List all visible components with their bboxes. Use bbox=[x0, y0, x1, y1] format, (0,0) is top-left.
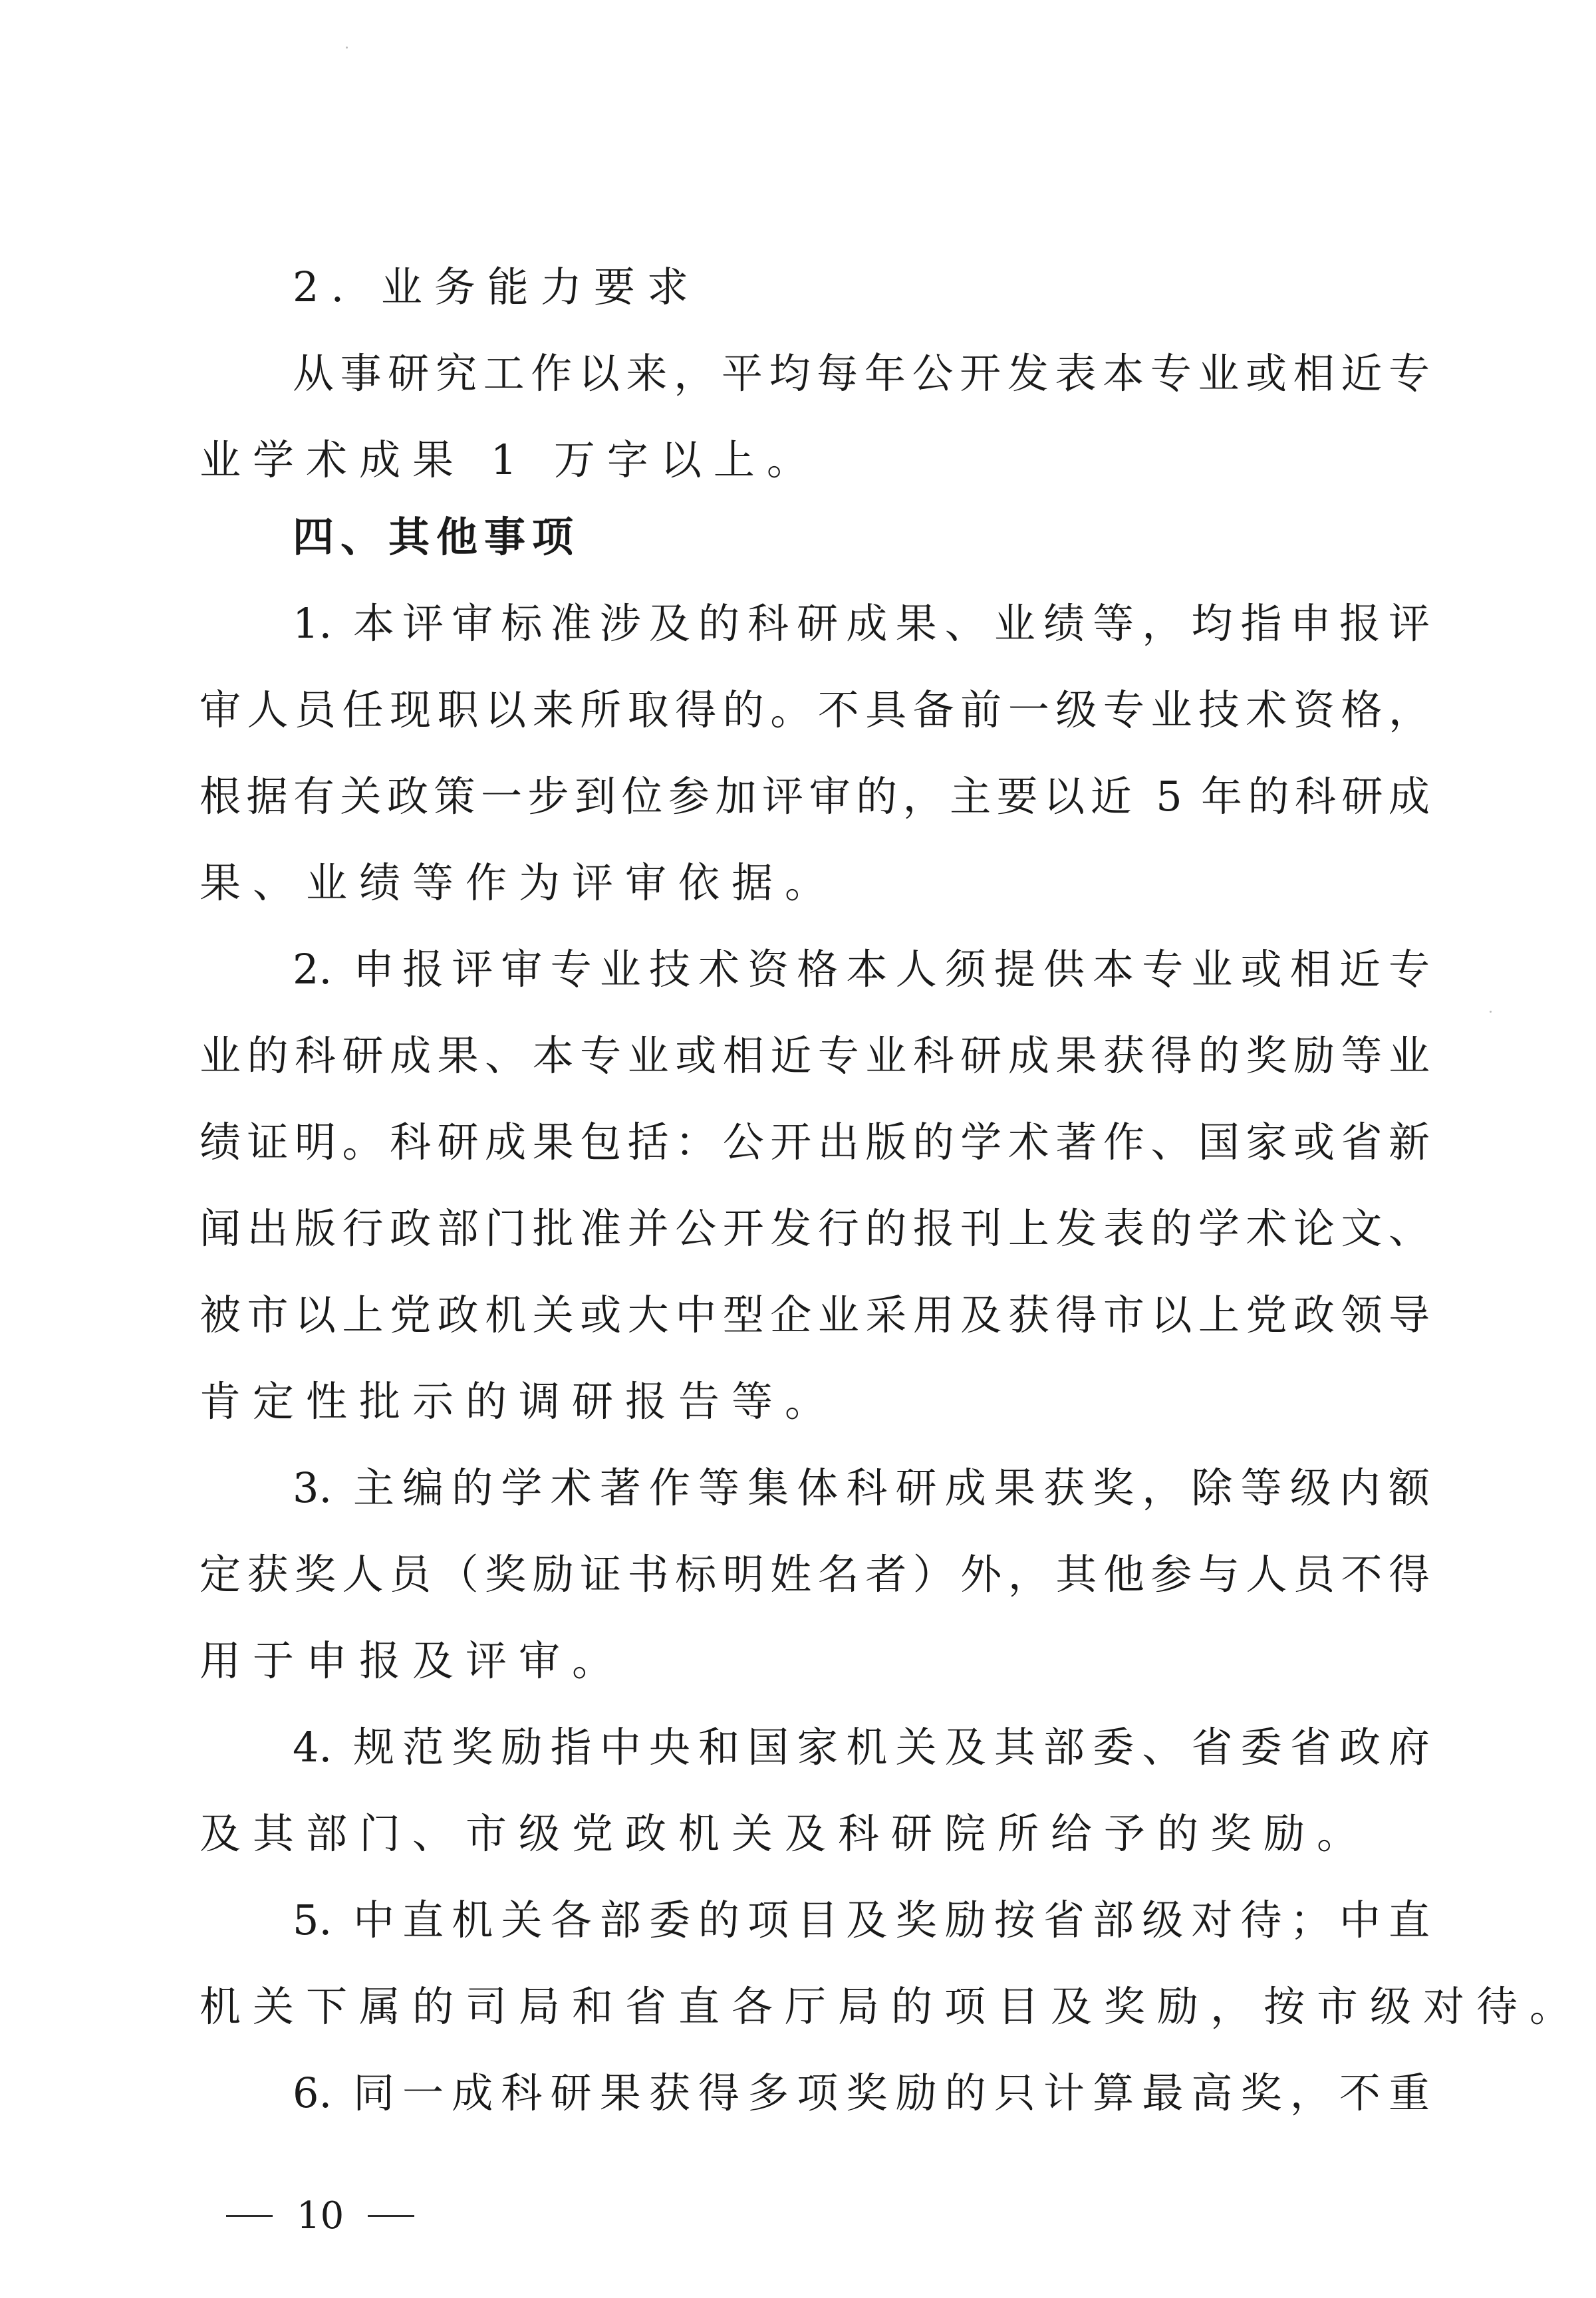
paragraph-line: 从事研究工作以来，平均每年公开发表本专业或相近专 bbox=[293, 349, 1430, 398]
paragraph-line: 6. 同一成科研果获得多项奖励的只计算最高奖，不重 bbox=[293, 2069, 1430, 2117]
paragraph-line: 业学术成果 1 万字以上。 bbox=[200, 436, 820, 484]
paragraph-line: 2. 申报评审专业技术资格本人须提供本专业或相近专 bbox=[293, 945, 1430, 993]
paragraph-line: 业的科研成果、本专业或相近专业科研成果获得的奖励等业 bbox=[200, 1031, 1430, 1080]
page-footer bbox=[226, 2189, 414, 2242]
paragraph-line: 用于申报及评审。 bbox=[200, 1636, 626, 1685]
page-number: 10 bbox=[297, 2194, 344, 2237]
footer-dash-right bbox=[368, 2215, 414, 2217]
paragraph-line: 及其部门、市级党政机关及科研院所给予的奖励。 bbox=[200, 1809, 1371, 1858]
scan-speck bbox=[1490, 1011, 1492, 1013]
paragraph-line: 被市以上党政机关或大中型企业采用及获得市以上党政领导 bbox=[200, 1291, 1430, 1339]
paragraph-line: 5. 中直机关各部委的项目及奖励按省部级对待；中直 bbox=[293, 1896, 1430, 1944]
section-heading: 四、其他事项 bbox=[293, 513, 581, 561]
paragraph-line: 定获奖人员（奖励证书标明姓名者）外，其他参与人员不得 bbox=[200, 1550, 1430, 1598]
subsection-heading: 2. 业务能力要求 bbox=[293, 263, 700, 311]
paragraph-line: 3. 主编的学术著作等集体科研成果获奖，除等级内额 bbox=[293, 1464, 1430, 1512]
paragraph-line: 机关下属的司局和省直各厅局的项目及奖励，按市级对待。 bbox=[200, 1982, 1583, 2031]
paragraph-line: 闻出版行政部门批准并公开发行的报刊上发表的学术论文、 bbox=[200, 1204, 1430, 1253]
paragraph-line: 果、业绩等作为评审依据。 bbox=[200, 858, 839, 907]
scan-speck bbox=[346, 47, 348, 49]
footer-dash-left bbox=[226, 2215, 273, 2217]
paragraph-line: 肯定性批示的调研报告等。 bbox=[200, 1377, 839, 1426]
paragraph-line: 4. 规范奖励指中央和国家机关及其部委、省委省政府 bbox=[293, 1723, 1430, 1771]
paragraph-line: 根据有关政策一步到位参加评审的，主要以近 5 年的科研成 bbox=[200, 772, 1430, 821]
paragraph-line: 绩证明。科研成果包括：公开出版的学术著作、国家或省新 bbox=[200, 1118, 1430, 1166]
paragraph-line: 1. 本评审标准涉及的科研成果、业绩等，均指申报评 bbox=[293, 599, 1430, 648]
paragraph-line: 审人员任现职以来所取得的。不具备前一级专业技术资格， bbox=[200, 686, 1430, 734]
